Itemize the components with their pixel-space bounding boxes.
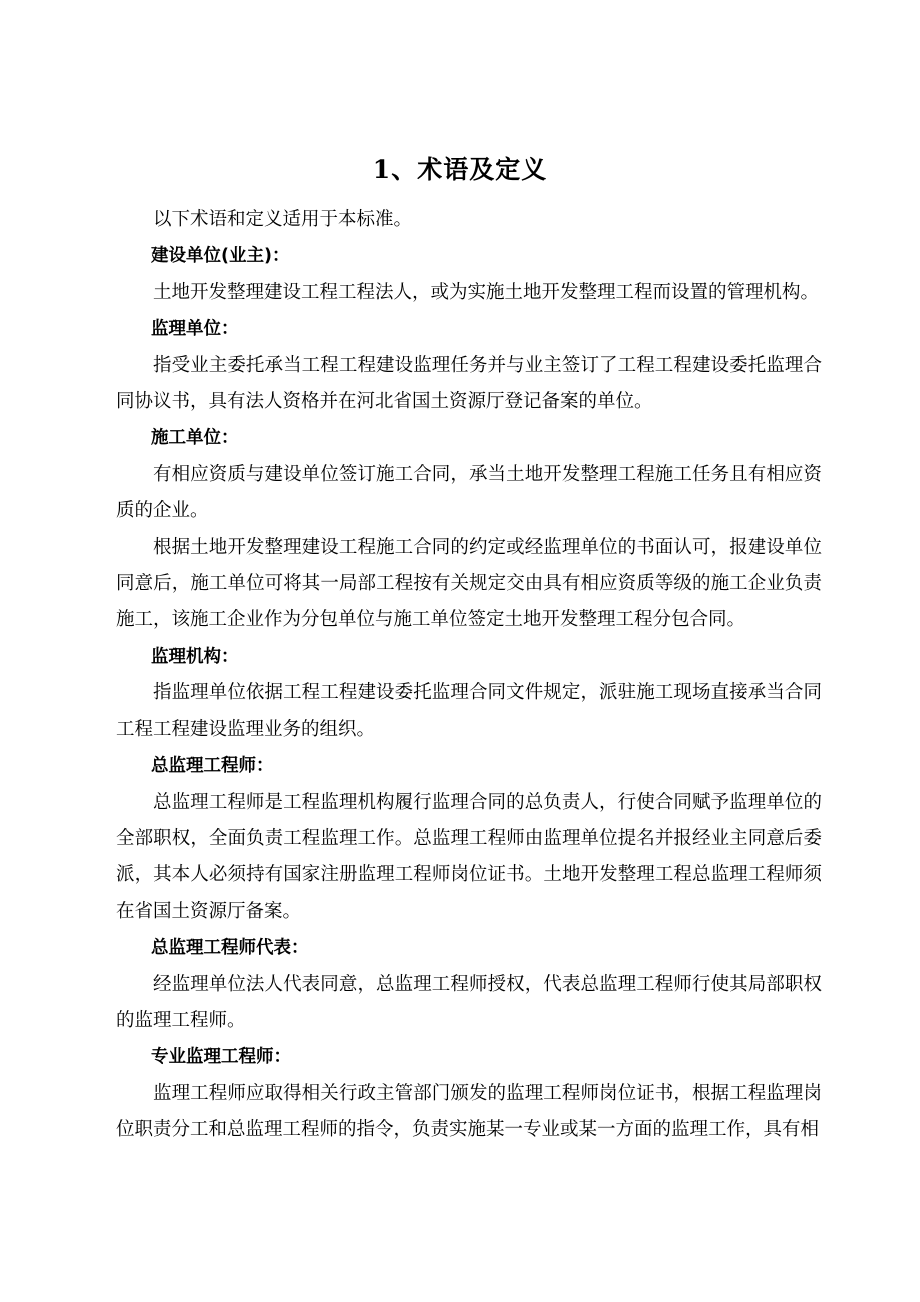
definition-paragraph: 根据土地开发整理建设工程施工合同的约定或经监理单位的书面认可，报建设单位同意后，施工单位可将其一局部工程按有关规定交由具有相应资质等级的施工企业负责施工，该施工企业作为分包单位与施工单位签定土地开发整理工程分包合同。 (116, 536, 822, 631)
definition-paragraph: 指受业主委托承当工程工程建设监理任务并与业主签订了工程工程建设委托监理合同协议书，具有法人资格并在河北省国土资源厅登记备案的单位。 (116, 354, 822, 413)
definition-paragraph: 有相应资质与建设单位签订施工合同，承当土地开发整理工程施工任务且有相应资质的企业。 (116, 463, 822, 522)
term-heading-chief-engineer-deputy: 总监理工程师代表： (151, 938, 309, 959)
term-heading-chief-engineer: 总监理工程师： (151, 756, 274, 777)
document-body (116, 202, 822, 1149)
term-heading-contractor-unit: 施工单位： (151, 428, 239, 449)
definition-paragraph: 土地开发整理建设工程工程法人，或为实施土地开发整理工程而设置的管理机构。 (153, 281, 820, 303)
term-heading-construction-unit: 建设单位(业主)： (151, 246, 290, 267)
intro-paragraph: 以下术语和定义适用于本标准。 (153, 209, 413, 230)
page-title: 1、术语及定义 (372, 155, 548, 184)
definition-paragraph: 总监理工程师是工程监理机构履行监理合同的总负责人，行使合同赋予监理单位的全部职权，全面负责工程监理工作。总监理工程师由监理单位提名并报经业主同意后委派，其本人必须持有国家注册监理工程师岗位证书。土地开发整理工程总监理工程师须在省国土资源厅备案。 (116, 791, 822, 922)
definition-paragraph: 监理工程师应取得相关行政主管部门颁发的监理工程师岗位证书，根据工程监理岗位职责分工和总监理工程师的指令，负责实施某一专业或某一方面的监理工作，具有相 (116, 1082, 822, 1141)
term-heading-supervision-organization: 监理机构： (151, 646, 239, 667)
term-heading-specialist-engineer: 专业监理工程师： (151, 1047, 291, 1068)
term-heading-supervision-unit: 监理单位： (151, 319, 239, 340)
definition-paragraph: 指监理单位依据工程工程建设委托监理合同文件规定，派驻施工现场直接承当合同工程工程建设监理业务的组织。 (116, 682, 822, 740)
definition-paragraph: 经监理单位法人代表同意，总监理工程师授权，代表总监理工程师行使其局部职权的监理工程师。 (116, 973, 822, 1031)
